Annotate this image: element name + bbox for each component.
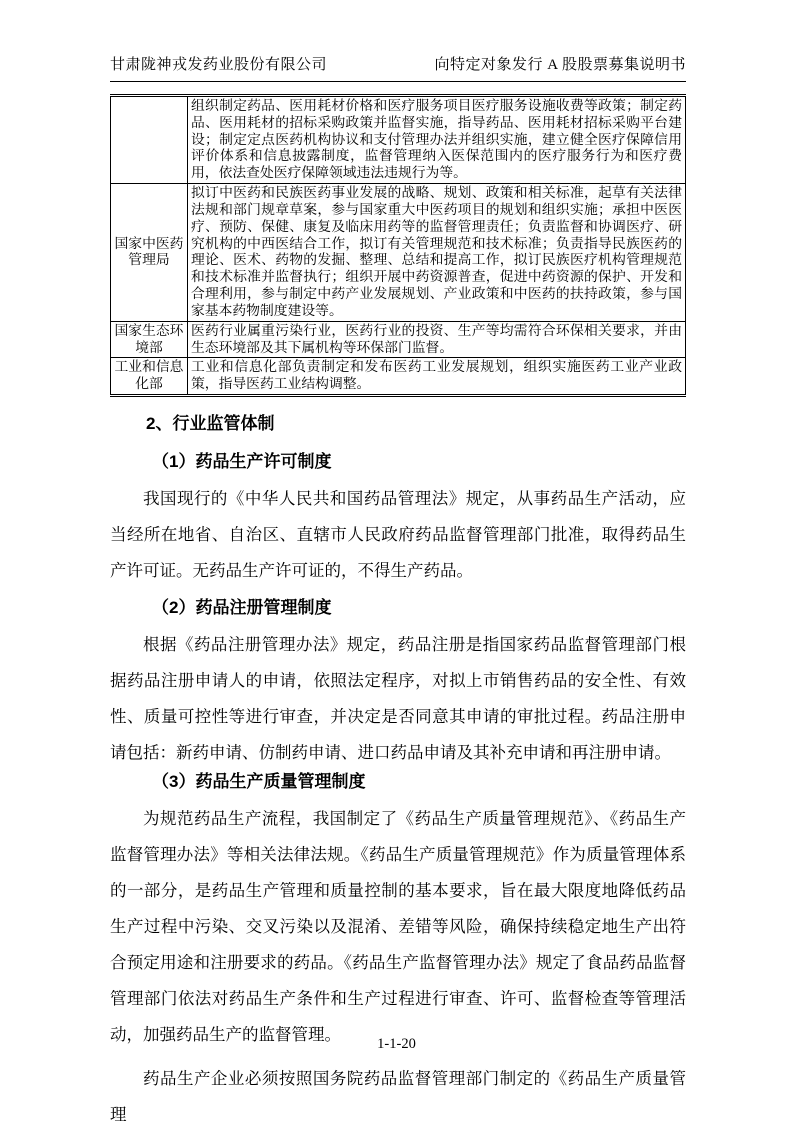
section-heading-industry-regulation: 2、行业监管体制 [146,414,275,434]
header-document-title: 向特定对象发行 A 股股票募集说明书 [434,57,686,73]
page-number: 1-1-20 [377,1036,416,1052]
subsection-heading-drug-registration: （2）药品注册管理制度 [152,598,332,618]
paragraph-gmp-continued: 药品生产企业必须按照国务院药品监督管理部门制定的《药品生产质量管理 [110,1069,686,1125]
header-company-name: 甘肃陇神戎发药业股份有限公司 [110,57,328,73]
paragraph-drug-registration: 根据《药品注册管理办法》规定，药品注册是指国家药品监督管理部门根据药品注册申请人的申请，依照法定程序，对拟上市销售药品的安全性、有效性、质量可控性等进行审查，并决定是否同意其申请的审批过程。药品注册申请包括：新药申请、仿制药申请、进口药品申请及其补充申请和再注册申请。 [110,635,686,763]
page-header [110,0,686,82]
paragraph-gmp-overview: 为规范药品生产流程，我国制定了《药品生产质量管理规范》、《药品生产监督管理办法》等相关法律法规。《药品生产质量管理规范》作为质量管理体系的一部分，是药品生产管理和质量控制的基本要求，旨在最大限度地降低药品生产过程中污染、交叉污染以及混淆、差错等风险，确保持续稳定地生产出符合预定用途和注册要求的药品。《药品生产监督管理办法》规定了食品药品监督管理部门依法对药品生产条件和生产过程进行审查、许可、监督检查等管理活动，加强药品生产的监督管理。 [110,809,686,1045]
table-row [111,184,686,322]
agency-cell: 工业和信息化部 [111,358,188,396]
table-row [111,96,686,184]
table-row [111,358,686,396]
responsibility-cell: 拟订中医药和民族医药事业发展的战略、规划、政策和相关标准，起草有关法律法规和部门规章草案，参与国家重大中医药项目的规划和组织实施；承担中医医疗、预防、保健、康复及临床用药等的监督管理责任；负责监督和协调医疗、研究机构的中西医结合工作，拟订有关管理规范和技术标准；负责指导民族医药的理论、医术、药物的发掘、整理、总结和提高工作，拟订民族医疗机构管理规范和技术标准并监督执行；组织开展中药资源普查，促进中药资源的保护、开发和合理利用，参与制定中药产业发展规划、产业政策和中医药的扶持政策，参与国家基本药物制度建设等。 [188,184,686,322]
agency-cell: 国家生态环境部 [111,321,188,358]
responsibility-cell: 医药行业属重污染行业，医药行业的投资、生产等均需符合环保相关要求，并由生态环境部及其下属机构等环保部门监督。 [188,321,686,358]
page-footer [0,1036,793,1053]
subsection-heading-drug-production-license: （1）药品生产许可制度 [152,452,332,472]
page-content [110,0,686,1133]
agency-cell: 国家中医药管理局 [111,184,188,322]
responsibility-cell: 工业和信息化部负责制定和发布医药工业发展规划，组织实施医药工业产业政策，指导医药工业结构调整。 [188,358,686,396]
paragraph-drug-production-license: 我国现行的《中华人民共和国药品管理法》规定，从事药品生产活动，应当经所在地省、自治区、直辖市人民政府药品监督管理部门批准，取得药品生产许可证。无药品生产许可证的，不得生产药品。 [110,489,686,581]
regulators-table [110,94,686,397]
agency-cell [111,96,188,184]
table-row [111,321,686,358]
responsibility-cell: 组织制定药品、医用耗材价格和医疗服务项目医疗服务设施收费等政策；制定药品、医用耗材的招标采购政策并监督实施，指导药品、医用耗材招标采购平台建设；制定定点医药机构协议和支付管理办法并组织实施，建立健全医疗保障信用评价体系和信息披露制度，监督管理纳入医保范围内的医疗服务行为和医疗费用，依法查处医疗保障领域违法违规行为等。 [188,96,686,184]
subsection-heading-drug-gmp: （3）药品生产质量管理制度 [152,772,366,792]
